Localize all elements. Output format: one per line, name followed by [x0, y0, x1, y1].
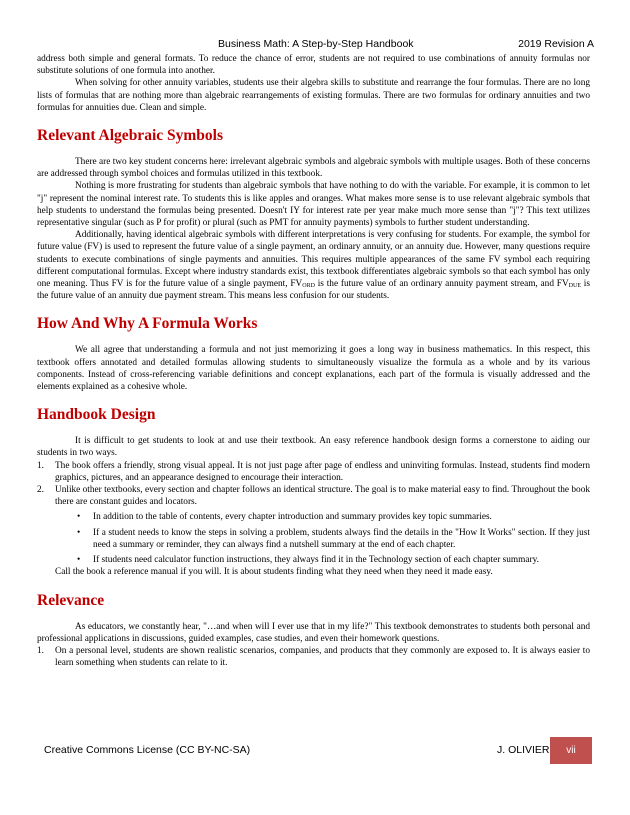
paragraph: It is difficult to get students to look at and use their textbook. An easy reference handbook design forms a cornerstone to aiding our students in two ways.	[37, 436, 590, 459]
paragraph-text: Additionally, having identical algebraic symbols with different interpretations is very confusing for students. For example, the symbol for future value (FV) is used to represent the future value of a single payment, an ordinary annuity, or an annuity due. However, many questions require students to execute combinations of single payments and annuities. This requires multiple appearances of the same FV symbol each requiring different computational formulas. Except where industry standards exist, this textbook differentiates algebraic symbols so that each symbol has only one meaning. Thus FV is for the future value of a single payment, FV	[37, 230, 590, 290]
bullet-text: If a student needs to know the steps in solving a problem, students always find the details in the "How It Works" section. If they just need a summary or reminder, they can always find a nutshell summary at the end of each chapter.	[93, 527, 590, 550]
subscript: ORD	[302, 283, 315, 290]
numbered-list	[37, 460, 590, 579]
footer-license: Creative Commons License (CC BY-NC-SA)	[44, 744, 251, 756]
bullet-icon: •	[77, 555, 81, 566]
section-heading-formula: How And Why A Formula Works	[37, 315, 258, 333]
running-header-title: Business Math: A Step-by-Step Handbook	[218, 38, 414, 50]
paragraph-text: is the future value of an annuity due payment stream. This means less confusion for our students.	[37, 279, 590, 302]
list-number: 2.	[37, 485, 44, 496]
list-number: 1.	[37, 460, 44, 471]
paragraph: Nothing is more frustrating for students than algebraic symbols that have nothing to do with the variable. For example, it is common to let "j" represent the nominal interest rate. To students this is like apples and oranges. What makes more sense is to use relevant algebraic symbols that help students to understand the formulas being presented. Doesn't IY for interest rate per year make much more sense than "j"? This text utilizes representative singular (such as P for profit) or plural (such as PMT for annuity payments) symbols to further student understanding.	[37, 181, 590, 229]
paragraph: We all agree that understanding a formula and not just memorizing it goes a long way in business mathematics. In this respect, this textbook offers annotated and detailed formulas allowing students to simultaneously visualize the formula as a whole and by its various components. Instead of cross-referencing variable definitions and concept explanations, each part of the formula is visually addressed and the elements explained as a cohesive whole.	[37, 345, 590, 393]
list-closing-text: Call the book a reference manual if you will. It is about students finding what they need when they need it made easy.	[55, 567, 493, 578]
paragraph	[37, 229, 590, 302]
list-item-text: The book offers a friendly, strong visual appeal. It is not just page after page of endless and uninviting formulas. Instead, students find modern graphics, pictures, and an appearance designed to encourage their interaction.	[55, 460, 590, 483]
list-item-text: On a personal level, students are shown realistic scenarios, companies, and products that they commonly are exposed to. It is always easier to learn something when students can relate to it.	[55, 645, 590, 669]
paragraph: There are two key student concerns here: irrelevant algebraic symbols and algebraic symbols with multiple usages. Both of these concerns are addressed through symbol choices and formulas utilized in this textbook.	[37, 157, 590, 180]
bullet-icon: •	[77, 512, 81, 523]
section-heading-symbols: Relevant Algebraic Symbols	[37, 127, 223, 145]
paragraph-text: is the future value of an ordinary annuity payment stream, and FV	[314, 279, 569, 290]
subscript: DUE	[568, 283, 581, 290]
section-heading-relevance: Relevance	[37, 591, 105, 609]
list-number: 1.	[37, 645, 44, 656]
page-number-badge: vii	[550, 737, 592, 764]
bullet-icon: •	[77, 527, 81, 538]
list-item	[37, 484, 590, 578]
bullet-item	[55, 511, 590, 523]
bullet-list	[55, 511, 590, 566]
paragraph: As educators, we constantly hear, "…and when will I ever use that in my life?" This textbook demonstrates to students both personal and professional applications in discussions, guided examples, case studies, and even their homework questions.	[37, 621, 590, 644]
bullet-text: In addition to the table of contents, every chapter introduction and summary provides key topic summaries.	[93, 512, 492, 523]
bullet-item	[55, 527, 590, 551]
numbered-list	[37, 645, 590, 669]
section-heading-design: Handbook Design	[37, 406, 156, 424]
paragraph: When solving for other annuity variables, students use their algebra skills to substitute and rearrange the four formulas. There are no long lists of formulas that are nothing more than algebraic rearrangements of existing formulas. There are two formulas for ordinary annuities and two formulas for annuities due. Clean and simple.	[37, 78, 590, 113]
list-item	[37, 645, 590, 669]
list-item	[37, 460, 590, 484]
list-item-text: Unlike other textbooks, every section and chapter follows an identical structure. The goal is to make material easy to find. Throughout the book there are constant guides and locators.	[55, 485, 590, 508]
bullet-text: If students need calculator function instructions, they always find it in the Technology section of each chapter summary.	[93, 555, 539, 566]
page-body	[37, 53, 590, 669]
footer-author: J. OLIVIER	[497, 744, 550, 756]
bullet-item	[55, 554, 590, 566]
running-header-revision: 2019 Revision A	[518, 38, 594, 50]
paragraph: address both simple and general formats. To reduce the chance of error, students are not required to use combinations of annuity formulas nor substitute solutions of one formula into another.	[37, 54, 590, 77]
